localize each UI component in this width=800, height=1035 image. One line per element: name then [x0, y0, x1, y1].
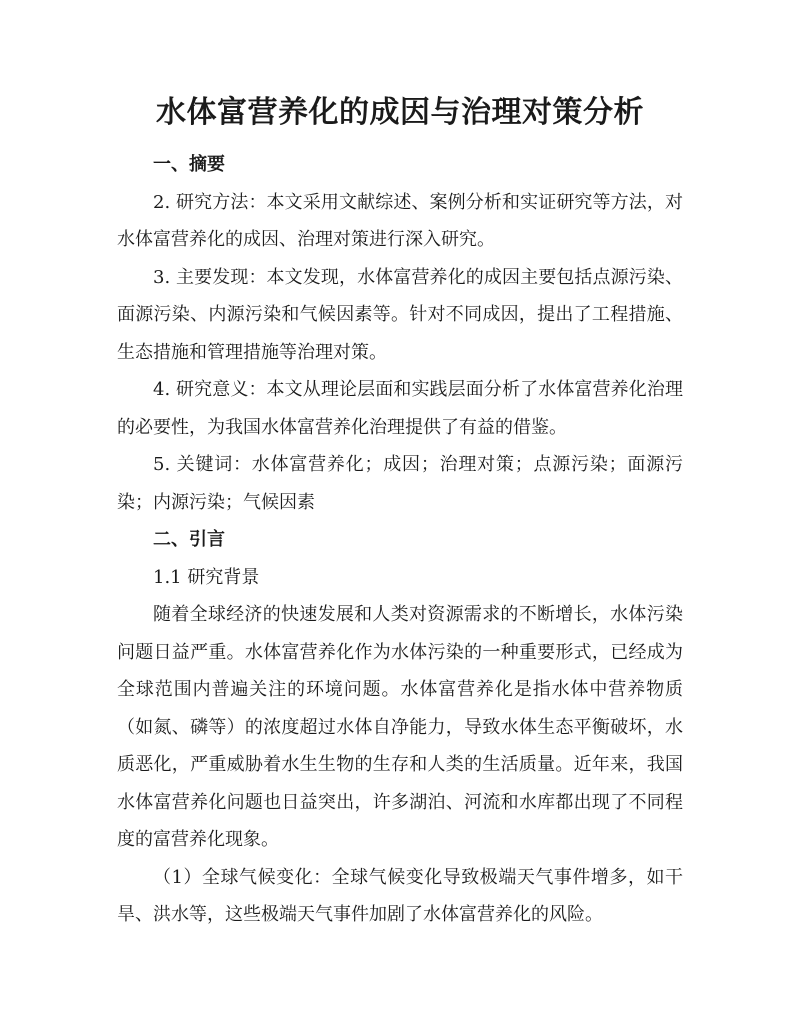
climate-paragraph: （1）全球气候变化：全球气候变化导致极端天气事件增多，如干旱、洪水等，这些极端天气事件加剧了水体富营养化的风险。 — [117, 866, 683, 925]
significance-paragraph: 4. 研究意义：本文从理论层面和实践层面分析了水体富营养化治理的必要性，为我国水体富营养化治理提供了有益的借鉴。 — [117, 379, 683, 438]
keywords-paragraph: 5. 关键词：水体富营养化；成因；治理对策；点源污染；面源污染；内源污染；气候因素 — [117, 454, 683, 513]
background-heading: 1.1 研究背景 — [153, 566, 260, 588]
abstract-heading: 一、摘要 — [153, 154, 225, 175]
findings-paragraph: 3. 主要发现：本文发现，水体富营养化的成因主要包括点源污染、面源污染、内源污染和气候因素等。针对不同成因，提出了工程措施、生态措施和管理措施等治理对策。 — [117, 266, 683, 363]
methods-paragraph: 2. 研究方法：本文采用文献综述、案例分析和实证研究等方法，对水体富营养化的成因、治理对策进行深入研究。 — [117, 191, 683, 250]
intro-heading: 二、引言 — [153, 529, 225, 550]
document-title: 水体富营养化的成因与治理对策分析 — [156, 95, 644, 130]
document-body — [117, 146, 683, 934]
background-paragraph: 随着全球经济的快速发展和人类对资源需求的不断增长，水体污染问题日益严重。水体富营养化作为水体污染的一种重要形式，已经成为全球范围内普遍关注的环境问题。水体富营养化是指水体中营养物质（如氮、磷等）的浓度超过水体自净能力，导致水体生态平衡破坏，水质恶化，严重威胁着水生生物的生存和人类的生活质量。近年来，我国水体富营养化问题也日益突出，许多湖泊、河流和水库都出现了不同程度的富营养化现象。 — [117, 604, 683, 850]
